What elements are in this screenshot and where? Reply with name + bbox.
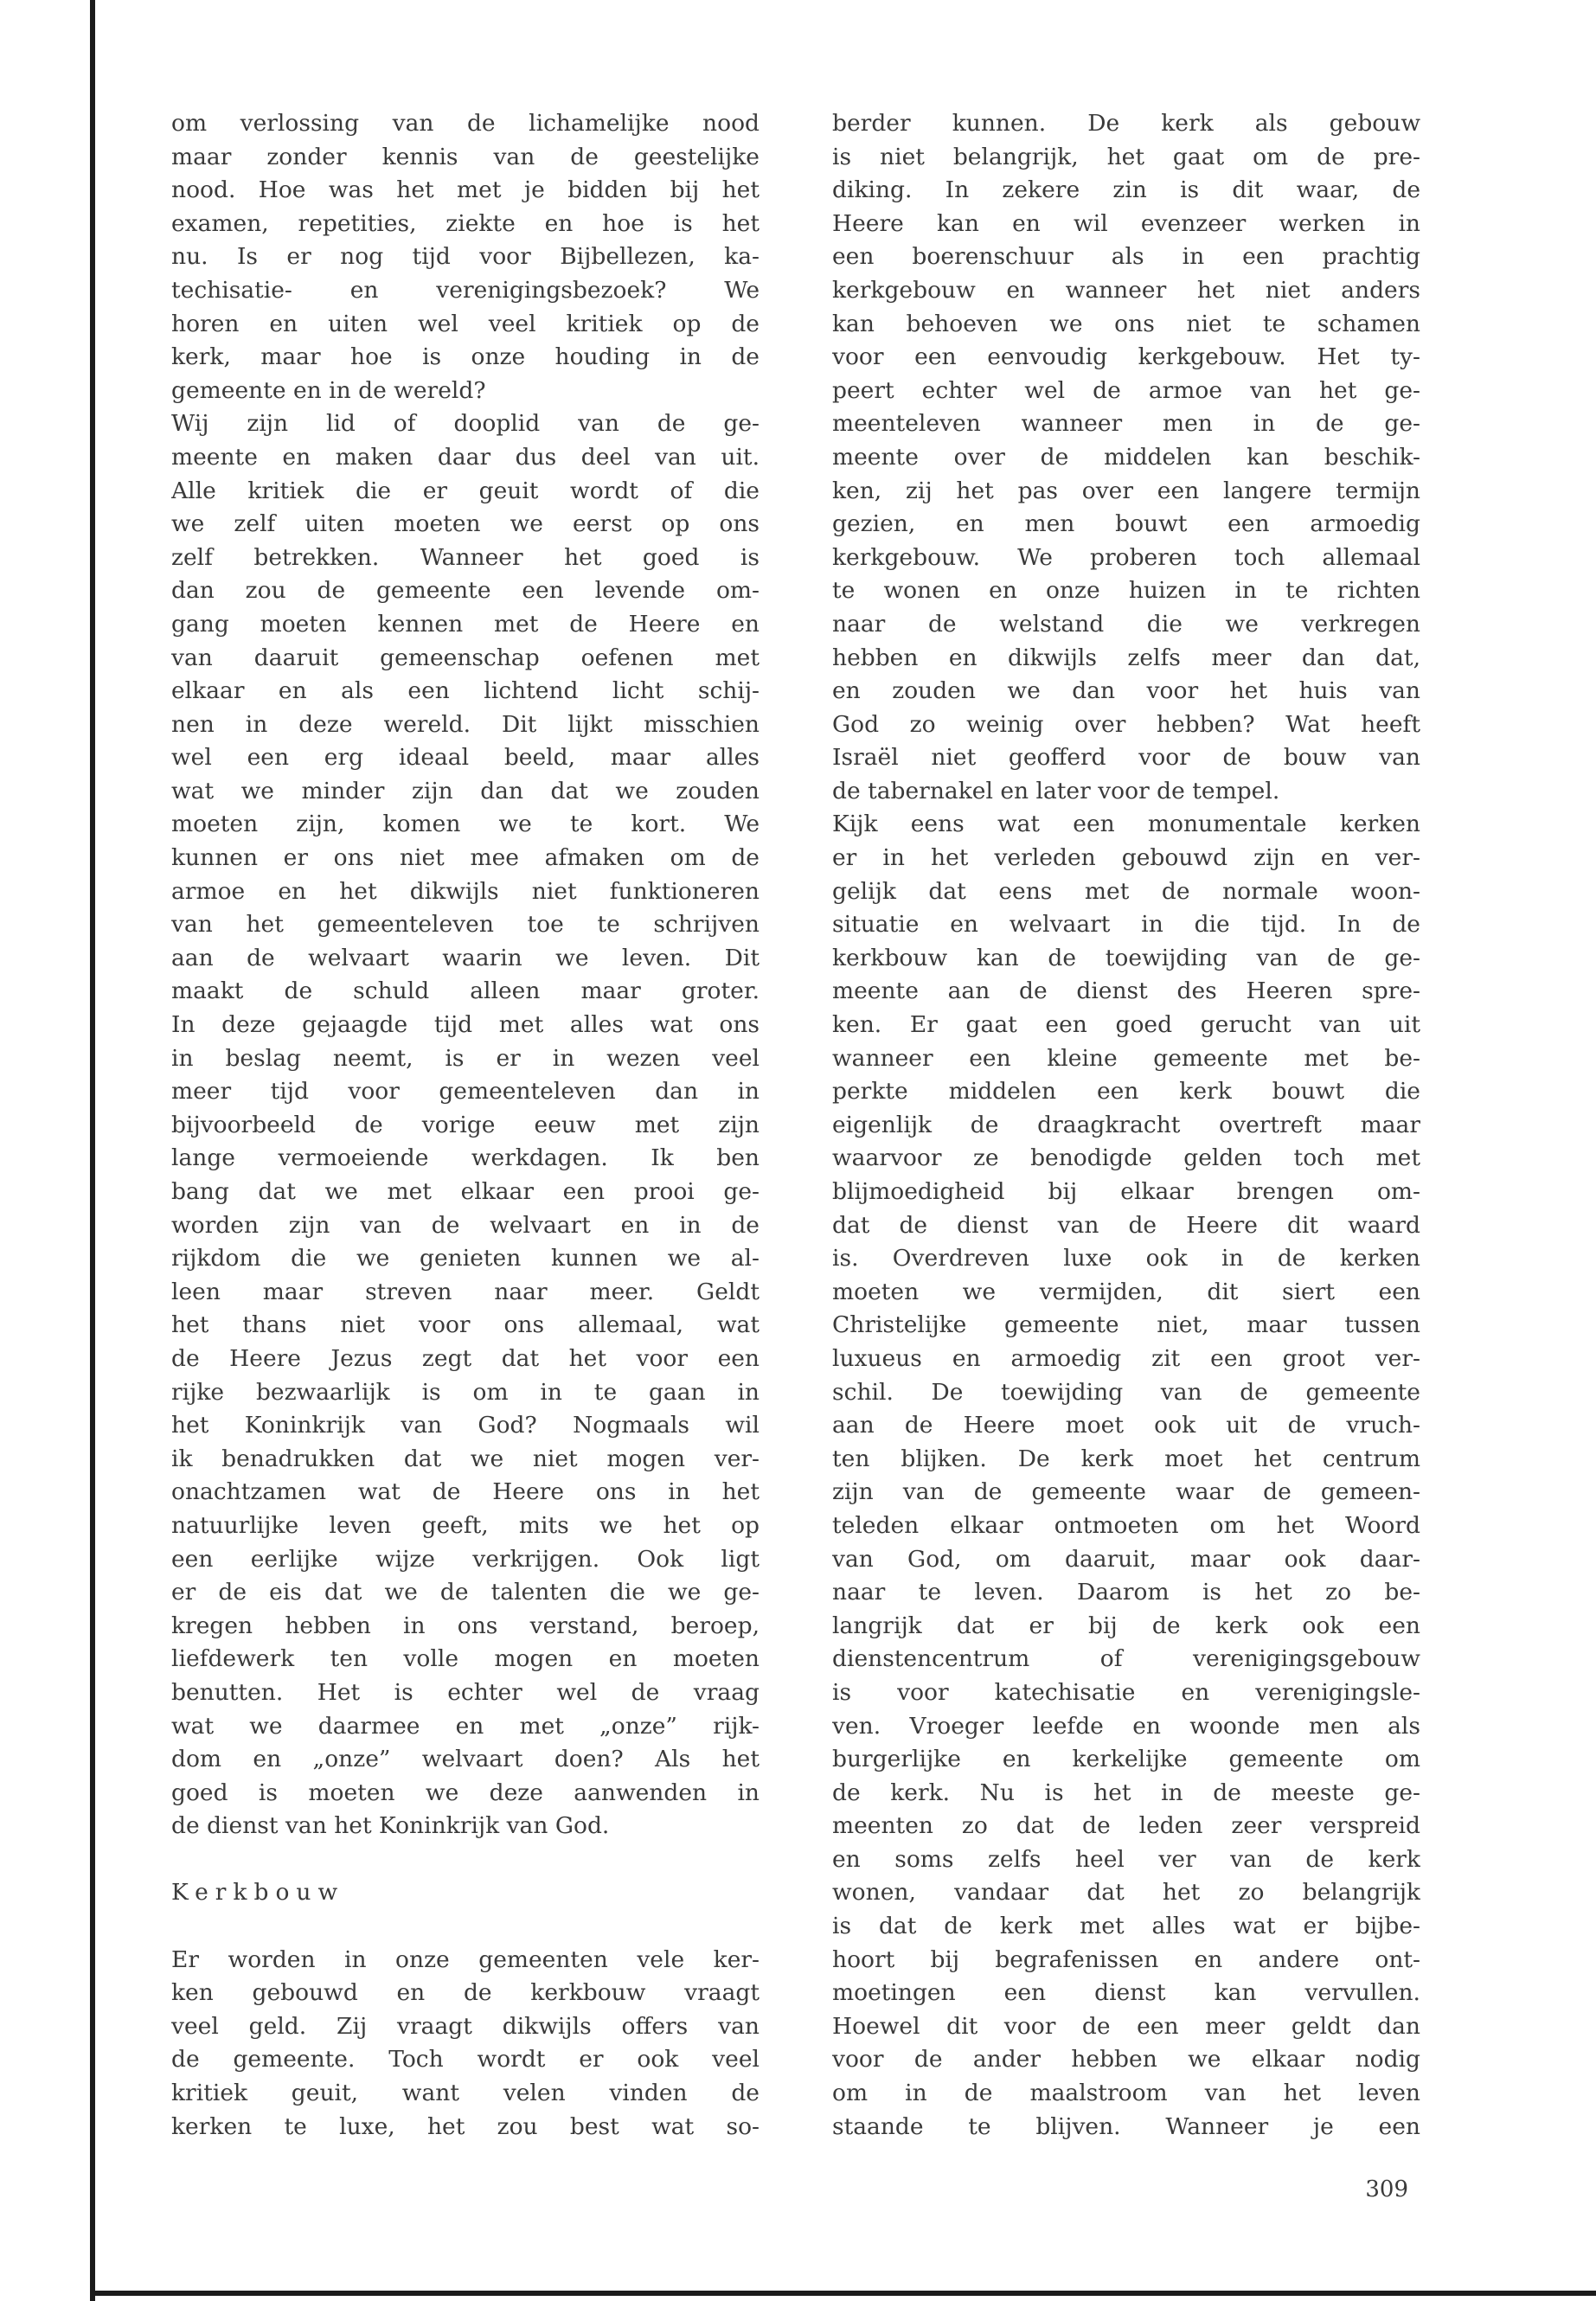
text-line: de gemeente. Toch wordt er ook veel bbox=[171, 2046, 760, 2073]
text-line: een boerenschuur als in een prachtig bbox=[832, 243, 1420, 271]
text-line: is niet belangrijk, het gaat om de pre- bbox=[832, 143, 1420, 170]
text-line: en zouden we dan voor het huis van bbox=[832, 677, 1420, 705]
text-line: dienstencentrum of verenigingsgebouw bbox=[832, 1645, 1420, 1673]
text-line: nu. Is er nog tijd voor Bijbellezen, ka- bbox=[171, 243, 760, 271]
text-line: techisatie- en verenigingsbezoek? We bbox=[171, 276, 760, 304]
text-line: kerkbouw kan de toewijding van de ge- bbox=[832, 944, 1420, 971]
text-line: ik benadrukken dat we niet mogen ver- bbox=[171, 1445, 760, 1472]
scan-border-bottom bbox=[90, 2291, 1596, 2296]
text-line: meenteleven wanneer men in de ge- bbox=[832, 410, 1420, 438]
text-line: staande te blijven. Wanneer je een bbox=[832, 2112, 1420, 2140]
text-line: er de eis dat we de talenten die we ge- bbox=[171, 1579, 760, 1606]
text-line: en soms zelfs heel ver van de kerk bbox=[832, 1845, 1420, 1873]
text-line: gezien, en men bouwt een armoedig bbox=[832, 510, 1420, 538]
text-line: een eerlijke wijze verkrijgen. Ook ligt bbox=[171, 1545, 760, 1573]
text-line: rijke bezwaarlijk is om in te gaan in bbox=[171, 1378, 760, 1406]
text-line: om verlossing van de lichamelijke nood bbox=[171, 110, 760, 137]
text-line: dat de dienst van de Heere dit waard bbox=[832, 1211, 1420, 1239]
text-line: God zo weinig over hebben? Wat heeft bbox=[832, 710, 1420, 738]
text-line: elkaar en als een lichtend licht schij- bbox=[171, 677, 760, 705]
text-line: zijn van de gemeente waar de gemeen- bbox=[832, 1478, 1420, 1506]
text-line: de tabernakel en later voor de tempel. bbox=[832, 777, 1280, 804]
text-line: liefdewerk ten volle mogen en moeten bbox=[171, 1645, 760, 1673]
text-line: eigenlijk de draagkracht overtreft maar bbox=[832, 1111, 1420, 1138]
text-line: naar de welstand die we verkregen bbox=[832, 610, 1420, 638]
left-text-column bbox=[171, 107, 760, 2144]
text-line: Kijk eens wat een monumentale kerken bbox=[832, 811, 1420, 838]
text-line: kan behoeven we ons niet te schamen bbox=[832, 310, 1420, 337]
text-line: Wij zijn lid of dooplid van de ge- bbox=[171, 410, 760, 438]
scan-border-left bbox=[90, 0, 95, 2301]
text-line: hebben en dikwijls zelfs meer dan dat, bbox=[832, 644, 1420, 671]
text-line: zelf betrekken. Wanneer het goed is bbox=[171, 543, 760, 571]
text-line: wat we daarmee en met „onze” rijk- bbox=[171, 1712, 760, 1740]
text-line: leen maar streven naar meer. Geldt bbox=[171, 1278, 760, 1305]
text-line: schil. De toewijding van de gemeente bbox=[832, 1378, 1420, 1406]
text-line: om in de maalstroom van het leven bbox=[832, 2080, 1420, 2107]
text-line: ken, zij het pas over een langere termijn bbox=[832, 477, 1420, 504]
text-line: meente over de middelen kan beschik- bbox=[832, 443, 1420, 471]
text-line: van het gemeenteleven toe te schrijven bbox=[171, 911, 760, 939]
text-line: Heere kan en wil evenzeer werken in bbox=[832, 209, 1420, 237]
paragraph-gap bbox=[171, 1910, 760, 1944]
text-line: goed is moeten we deze aanwenden in bbox=[171, 1779, 760, 1806]
text-line: gemeente en in de wereld? bbox=[171, 376, 486, 404]
text-line: meer tijd voor gemeenteleven dan in bbox=[171, 1078, 760, 1106]
text-line: ken. Er gaat een goed gerucht van uit bbox=[832, 1011, 1420, 1039]
text-line: Er worden in onze gemeenten vele ker- bbox=[171, 1945, 760, 1973]
text-line: het thans niet voor ons allemaal, wat bbox=[171, 1311, 760, 1339]
text-line: aan de welvaart waarin we leven. Dit bbox=[171, 944, 760, 971]
text-line: perkte middelen een kerk bouwt die bbox=[832, 1078, 1420, 1106]
text-line: van daaruit gemeenschap oefenen met bbox=[171, 644, 760, 671]
text-line: ten blijken. De kerk moet het centrum bbox=[832, 1445, 1420, 1472]
text-line: luxueus en armoedig zit een groot ver- bbox=[832, 1344, 1420, 1372]
text-line: er in het verleden gebouwd zijn en ver- bbox=[832, 844, 1420, 872]
text-line: teleden elkaar ontmoeten om het Woord bbox=[832, 1511, 1420, 1539]
text-line: nen in deze wereld. Dit lijkt misschien bbox=[171, 710, 760, 738]
text-line: wanneer een kleine gemeente met be- bbox=[832, 1044, 1420, 1072]
text-line: veel geld. Zij vraagt dikwijls offers van bbox=[171, 2012, 760, 2040]
text-line: nood. Hoe was het met je bidden bij het bbox=[171, 176, 760, 204]
text-line: moetingen een dienst kan vervullen. bbox=[832, 1979, 1420, 2007]
text-line: natuurlijke leven geeft, mits we het op bbox=[171, 1511, 760, 1539]
text-line: de kerk. Nu is het in de meeste ge- bbox=[832, 1779, 1420, 1806]
text-line: dan zou de gemeente een levende om- bbox=[171, 577, 760, 605]
text-line: wat we minder zijn dan dat we zouden bbox=[171, 777, 760, 804]
text-line: gang moeten kennen met de Heere en bbox=[171, 610, 760, 638]
text-line: blijmoedigheid bij elkaar brengen om- bbox=[832, 1178, 1420, 1205]
text-line: onachtzamen wat de Heere ons in het bbox=[171, 1478, 760, 1506]
text-line: hoort bij begrafenissen en andere ont- bbox=[832, 1945, 1420, 1973]
text-line: kunnen er ons niet mee afmaken om de bbox=[171, 844, 760, 872]
text-line: armoe en het dikwijls niet funktioneren bbox=[171, 877, 760, 905]
text-line: het Koninkrijk van God? Nogmaals wil bbox=[171, 1412, 760, 1439]
right-text-column bbox=[832, 107, 1420, 2144]
text-line: waarvoor ze benodigde gelden toch met bbox=[832, 1144, 1420, 1172]
text-line: moeten we vermijden, dit siert een bbox=[832, 1278, 1420, 1305]
text-line: aan de Heere moet ook uit de vruch- bbox=[832, 1412, 1420, 1439]
text-line: In deze gejaagde tijd met alles wat ons bbox=[171, 1011, 760, 1039]
text-line: kerken te luxe, het zou best wat so- bbox=[171, 2112, 760, 2140]
paragraph-gap bbox=[171, 1843, 760, 1877]
text-line: situatie en welvaart in die tijd. In de bbox=[832, 911, 1420, 939]
text-line: burgerlijke en kerkelijke gemeente om bbox=[832, 1746, 1420, 1773]
text-line: kerk, maar hoe is onze houding in de bbox=[171, 343, 760, 371]
text-line: Alle kritiek die er geuit wordt of die bbox=[171, 477, 760, 504]
text-line: moeten zijn, komen we te kort. We bbox=[171, 811, 760, 838]
text-line: ven. Vroeger leefde en woonde men als bbox=[832, 1712, 1420, 1740]
text-line: kerkgebouw. We proberen toch allemaal bbox=[832, 543, 1420, 571]
text-line: rijkdom die we genieten kunnen we al- bbox=[171, 1245, 760, 1272]
text-line: benutten. Het is echter wel de vraag bbox=[171, 1678, 760, 1706]
text-line: meente aan de dienst des Heeren spre- bbox=[832, 977, 1420, 1005]
text-line: examen, repetities, ziekte en hoe is het bbox=[171, 209, 760, 237]
text-line: naar te leven. Daarom is het zo be- bbox=[832, 1579, 1420, 1606]
text-line: bijvoorbeeld de vorige eeuw met zijn bbox=[171, 1111, 760, 1138]
text-line: voor de ander hebben we elkaar nodig bbox=[832, 2046, 1420, 2073]
text-line: de Heere Jezus zegt dat het voor een bbox=[171, 1344, 760, 1372]
text-line: lange vermoeiende werkdagen. Ik ben bbox=[171, 1144, 760, 1172]
text-line: de dienst van het Koninkrijk van God. bbox=[171, 1812, 610, 1840]
text-line: horen en uiten wel veel kritiek op de bbox=[171, 310, 760, 337]
text-line: Hoewel dit voor de een meer geldt dan bbox=[832, 2012, 1420, 2040]
text-line: ken gebouwd en de kerkbouw vraagt bbox=[171, 1979, 760, 2007]
text-line: maakt de schuld alleen maar groter. bbox=[171, 977, 760, 1005]
text-line: voor een eenvoudig kerkgebouw. Het ty- bbox=[832, 343, 1420, 371]
text-line: wonen, vandaar dat het zo belangrijk bbox=[832, 1879, 1420, 1907]
text-line: meenten zo dat de leden zeer verspreid bbox=[832, 1812, 1420, 1840]
text-line: gelijk dat eens met de normale woon- bbox=[832, 877, 1420, 905]
text-line: langrijk dat er bij de kerk ook een bbox=[832, 1612, 1420, 1639]
text-line: wel een erg ideaal beeld, maar alles bbox=[171, 744, 760, 772]
text-line: maar zonder kennis van de geestelijke bbox=[171, 143, 760, 170]
text-line: Israël niet geofferd voor de bouw van bbox=[832, 744, 1420, 772]
text-line: is dat de kerk met alles wat er bijbe- bbox=[832, 1913, 1420, 1940]
text-line: kritiek geuit, want velen vinden de bbox=[171, 2080, 760, 2107]
text-line: Christelijke gemeente niet, maar tussen bbox=[832, 1311, 1420, 1339]
text-line: we zelf uiten moeten we eerst op ons bbox=[171, 510, 760, 538]
text-line: van God, om daaruit, maar ook daar- bbox=[832, 1545, 1420, 1573]
text-line: kerkgebouw en wanneer het niet anders bbox=[832, 276, 1420, 304]
text-line: kregen hebben in ons verstand, beroep, bbox=[171, 1612, 760, 1639]
page-number: 309 bbox=[1365, 2176, 1408, 2202]
text-line: is voor katechisatie en verenigingsle- bbox=[832, 1678, 1420, 1706]
text-line: te wonen en onze huizen in te richten bbox=[832, 577, 1420, 605]
text-line: diking. In zekere zin is dit waar, de bbox=[832, 176, 1420, 204]
text-line: berder kunnen. De kerk als gebouw bbox=[832, 110, 1420, 137]
text-line: in beslag neemt, is er in wezen veel bbox=[171, 1044, 760, 1072]
text-line: peert echter wel de armoe van het ge- bbox=[832, 376, 1420, 404]
text-line: dom en „onze” welvaart doen? Als het bbox=[171, 1746, 760, 1773]
text-line: bang dat we met elkaar een prooi ge- bbox=[171, 1178, 760, 1205]
text-line: worden zijn van de welvaart en in de bbox=[171, 1211, 760, 1239]
text-line: meente en maken daar dus deel van uit. bbox=[171, 443, 760, 471]
section-heading: Kerkbouw bbox=[171, 1879, 345, 1907]
text-line: is. Overdreven luxe ook in de kerken bbox=[832, 1245, 1420, 1272]
